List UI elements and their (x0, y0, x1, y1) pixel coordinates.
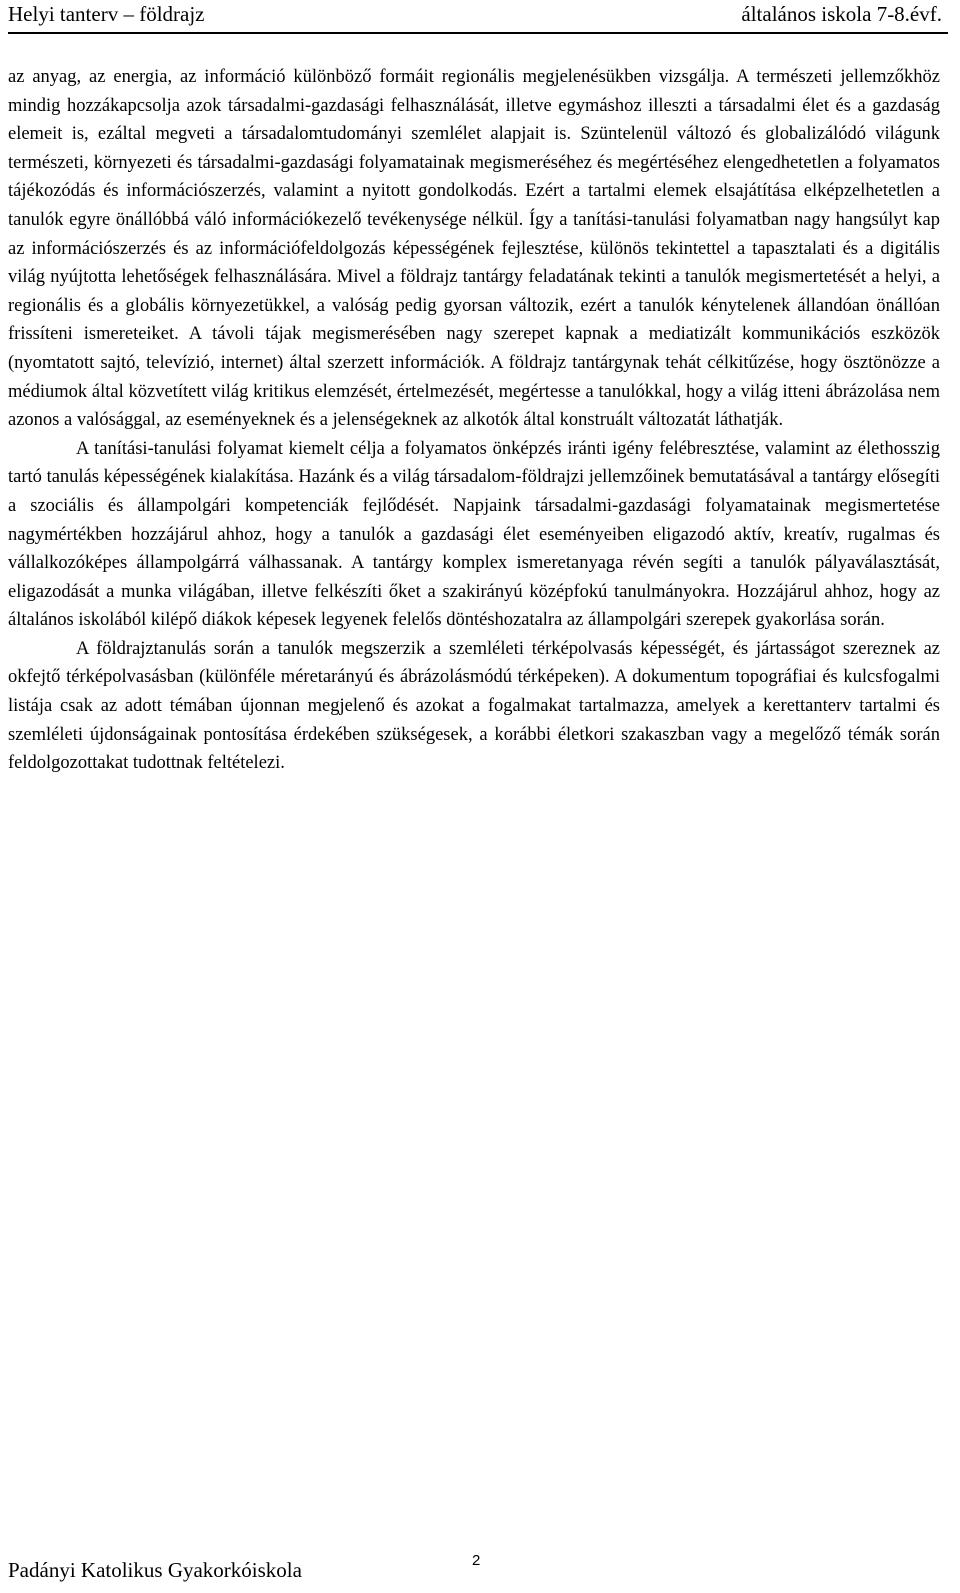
page-header (8, 2, 948, 34)
page-number: 2 (472, 1552, 481, 1569)
header-grade: általános iskola 7-8.évf. (741, 2, 942, 26)
header-title: Helyi tanterv – földrajz (8, 2, 205, 26)
paragraph-2: A tanítási-tanulási folyamat kiemelt célja a folyamatos önképzés iránti igény felébresztése, valamint az élethosszig tartó tanulás képességének kialakítása. Hazánk és a világ társadalom-földrajzi jellemzőinek bemutatásával a tantárgy elősegíti a szociális és állampolgári kompetenciák fejlődését. Napjaink társadalmi-gazdasági folyamatainak megismertetése nagymértékben hozzájárul ahhoz, hogy a tanulók a gazdasági élet eseményeiben eligazodó aktív, kreatív, rugalmas és vállalkozóképes állampolgárrá válhassanak. A tantárgy komplex ismeretanyaga révén segíti a tanulók pályaválasztását, eligazodását a munka világában, illetve felkészíti őket a szakirányú középfokú tanulmányokra. Hozzájárul ahhoz, hogy az általános iskolából kilépő diákok képesek legyenek felelős döntéshozatalra az állampolgári szerepek gyakorlása során. (8, 438, 940, 631)
body-text (8, 63, 940, 778)
paragraph-1: az anyag, az energia, az információ különböző formáit regionális megjelenésükben vizsgálja. A természeti jellemzőkhöz mindig hozzákapcsolja azok társadalmi-gazdasági felhasználását, illetve egymáshoz illeszti a társadalmi élet és a gazdaság elemeit is, ezáltal megveti a társadalomtudományi szemlélet alapjait is. Szüntelenül változó és globalizálódó világunk természeti, környezeti és társadalmi-gazdasági folyamatainak megismeréséhez és megértéséhez elengedhetetlen a folyamatos tájékozódás és információszerzés, valamint a nyitott gondolkodás. Ezért a tartalmi elemek elsajátítása elképzelhetetlen a tanulók egyre önállóbbá váló információkezelő tevékenysége nélkül. Így a tanítási-tanulási folyamatban nagy hangsúlyt kap az információszerzés és az információfeldolgozás képességének fejlesztése, különös tekintettel a tapasztalati és a digitális világ nyújtotta lehetőségek felhasználására. Mivel a földrajz tantárgy feladatának tekinti a tanulók megismertetését a helyi, a regionális és a globális környezetükkel, a valóság pedig gyorsan változik, ezért a tanulók kénytelenek állandóan önállóan frissíteni ismereteiket. A távoli tájak megismerésében nagy szerepet kapnak a mediatizált kommunikációs eszközök (nyomtatott sajtó, televízió, internet) által szerzett információk. A földrajz tantárgynak tehát célkitűzése, hogy ösztönözze a médiumok által közvetített világ kritikus elemzését, értelmezését, megértesse a tanulókkal, hogy a világ itteni ábrázolása nem azonos a valósággal, az eseményeknek és a jelenségeknek az alkotók által konstruált változatát láthatják. (8, 67, 940, 431)
paragraph-3: A földrajztanulás során a tanulók megszerzik a szemléleti térképolvasás képességét, és jártasságot szereznek az okfejtő térképolvasásban (különféle méretarányú és ábrázolásmódú térképeken). A dokumentum topográfiai és kulcsfogalmi listája csak az adott témában újonnan megjelenő és azokat a fogalmakat tartalmazza, amelyek a kerettanterv tartalmi és szemléleti újdonságainak pontosítása érdekében szükségesek, a korábbi életkori szakaszban vagy a megelőző témák során feldolgozottakat tudottnak feltételezi. (8, 638, 940, 774)
footer-school-name: Padányi Katolikus Gyakorkóiskola (8, 1558, 302, 1582)
page-footer (8, 1552, 948, 1588)
